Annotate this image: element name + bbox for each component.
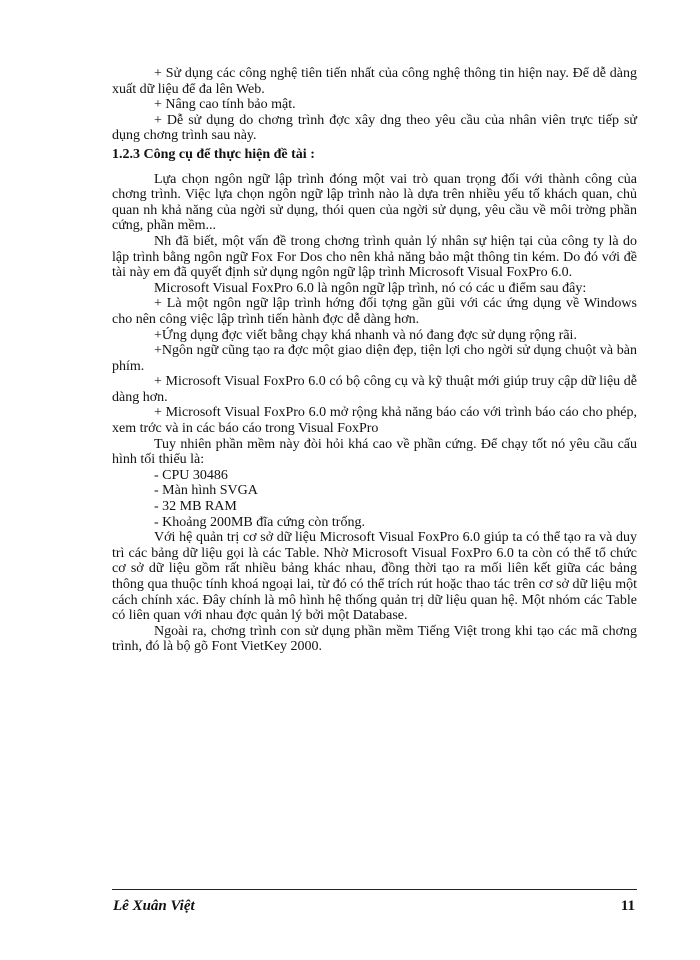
paragraph: +Ngôn ngữ cũng tạo ra đợc một giao diện đẹp, tiện lợi cho ngời sử dụng chuột và bàn phím. [112,343,637,374]
paragraph: +Ứng dụng đợc viết bằng chạy khá nhanh và nó đang đợc sử dụng rộng rãi. [154,327,577,343]
paragraph: Nh đã biết, một vấn đề trong chơng trình quản lý nhân sự hiện tại của công ty là do lập trình bằng ngôn ngữ Fox For Dos cho nên khả năng bảo mật thông tin kém. Do đó với đề tài này em đã quyết định sử dụng ngôn ngữ lập trình Microsoft Visual FoxPro 6.0. [112,233,637,281]
list-item: - 32 MB RAM [154,499,237,515]
section-heading: 1.2.3 Công cụ để thực hiện đề tài : [112,146,315,162]
paragraph: + Sử dụng các công nghệ tiên tiến nhất của công nghệ thông tin hiện nay. Để dễ dàng xuất dữ liệu để đa lên Web. [112,66,637,97]
list-item: - CPU 30486 [154,467,228,483]
paragraph: + Dễ sử dụng do chơng trình đợc xây dng theo yêu cầu của nhân viên trực tiếp sử dụng chơng trình sau này. [112,112,637,144]
footer-author: Lê Xuân Việt [113,898,195,914]
paragraph: Ngoài ra, chơng trình con sử dụng phần mềm Tiếng Việt trong khi tạo các mã chơng trình, đó là bộ gõ Font VietKey 2000. [112,623,637,655]
list-item: - Màn hình SVGA [154,483,258,499]
page-number: 11 [620,898,635,914]
paragraph: Microsoft Visual FoxPro 6.0 là ngôn ngữ lập trình, nó có các u điểm sau đây: [154,280,587,296]
paragraph: + Là một ngôn ngữ lập trình hớng đối tợng gần gũi với các ứng dụng về Windows cho nên công việc lập trình tiến hành đợc dễ dàng hơn. [112,296,637,327]
list-item: - Khoảng 200MB đĩa cứng còn trống. [154,514,365,530]
paragraph: + Microsoft Visual FoxPro 6.0 mở rộng khả năng báo cáo với trình báo cáo cho phép, xem trớc và in các báo cáo trong Visual FoxPro [112,405,637,437]
document-body [112,66,637,655]
paragraph: Tuy nhiên phần mềm này đòi hỏi khá cao về phần cứng. Để chạy tốt nó yêu cầu cấu hình tối thiểu là: [112,436,637,468]
paragraph: + Nâng cao tính bảo mật. [154,97,296,113]
paragraph: Lựa chọn ngôn ngữ lập trình đóng một vai trò quan trọng đối với thành công của chơng trình. Việc lựa chọn ngôn ngữ lập trình nào là dựa trên nhiều yếu tố khách quan, chủ quan nh khả năng của ngời sử dụng, thói quen của ngời sử dụng, yêu cầu về môi trờng phần cứng, phần mềm... [112,171,637,234]
paragraph: Với hệ quản trị cơ sở dữ liệu Microsoft Visual FoxPro 6.0 giúp ta có thể tạo ra và duy trì các bảng dữ liệu gọi là các Table. Nhờ Microsoft Visual FoxPro 6.0 ta còn có thể tổ chức cơ sở dữ liệu gồm rất nhiều bảng khác nhau, đồng thời tạo ra mối liên kết giữa các bảng thông qua thuộc tính khoá ngoại lai, từ đó có thể trích rút hoặc thao tác trên cơ sở dữ liệu một cách chính xác. Đây chính là mô hình hệ thống quản trị dữ liệu quan hệ. Một nhóm các Table có liên quan với nhau đợc quản lý bởi một Database. [112,530,637,624]
paragraph: + Microsoft Visual FoxPro 6.0 có bộ công cụ và kỹ thuật mới giúp truy cập dữ liệu dễ dàng hơn. [112,374,637,405]
footer-divider [112,889,637,890]
